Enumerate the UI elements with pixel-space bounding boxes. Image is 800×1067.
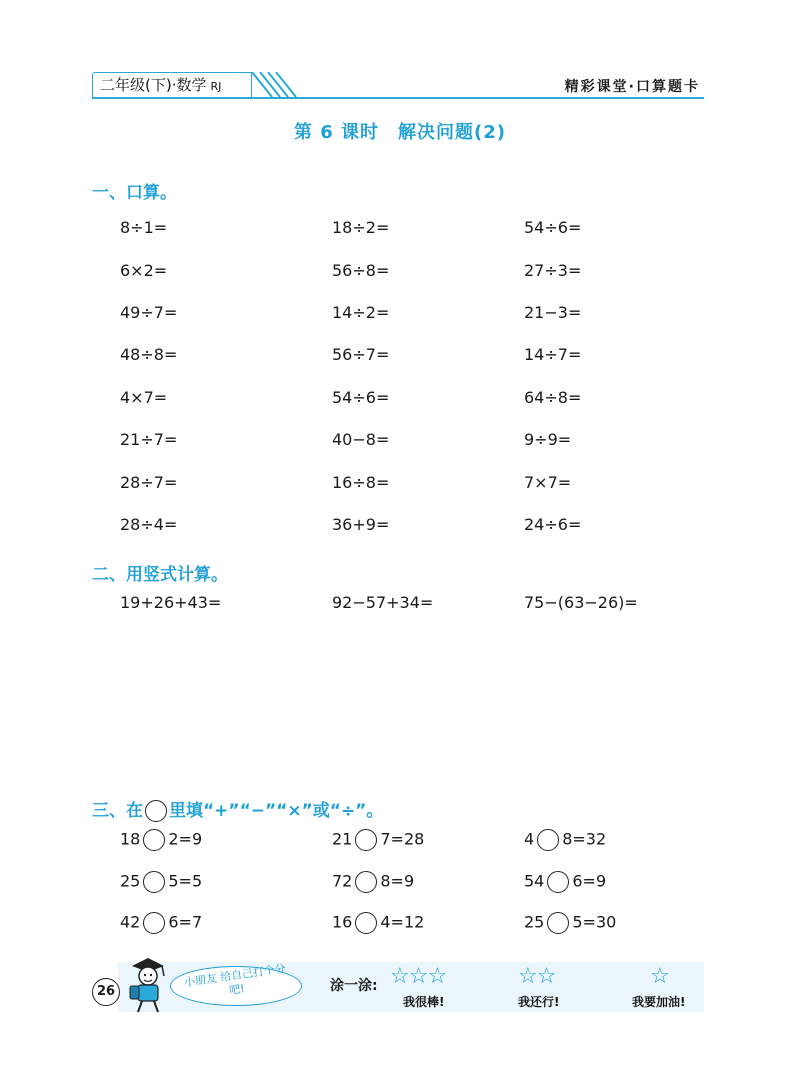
section1-heading: 一、口算。 — [92, 183, 177, 203]
s3-item: 18 2=9 — [120, 829, 202, 851]
s1-item: 56÷7= — [332, 345, 390, 364]
header-stripes-icon — [250, 72, 298, 98]
rating-label: 我要加油! — [632, 995, 686, 1009]
s3-item: 21 7=28 — [332, 829, 424, 851]
s1-item: 54÷6= — [524, 218, 582, 237]
s1-item: 4×7= — [120, 388, 168, 407]
bubble-text: 小朋友 给自己打个分吧! — [183, 962, 287, 997]
s1-item: 8÷1= — [120, 218, 168, 237]
answer-circle[interactable] — [143, 829, 165, 851]
s3-item: 54 6=9 — [524, 871, 606, 893]
blank-circle-icon — [145, 800, 167, 822]
one-star-rating-icon[interactable]: ☆ — [650, 964, 669, 989]
s1-item: 49÷7= — [120, 303, 178, 322]
student-mascot-icon — [124, 952, 172, 1014]
s1-item: 28÷7= — [120, 473, 178, 492]
two-star-rating-icon[interactable]: ☆☆ — [518, 964, 556, 989]
s3-item: 4 8=32 — [524, 829, 606, 851]
lesson-title: 第 6 课时 解决问题(2) — [293, 122, 507, 143]
s3-item: 42 6=7 — [120, 912, 202, 934]
s1-item: 36+9= — [332, 515, 390, 534]
s3-item: 25 5=5 — [120, 871, 202, 893]
answer-circle[interactable] — [355, 829, 377, 851]
header-right-title: 精彩课堂·口算题卡 — [564, 79, 700, 95]
answer-circle[interactable] — [355, 912, 377, 934]
s1-item: 14÷2= — [332, 303, 390, 322]
header-divider — [92, 97, 704, 99]
s1-item: 21−3= — [524, 303, 582, 322]
s1-item: 48÷8= — [120, 345, 178, 364]
s1-item: 7×7= — [524, 473, 572, 492]
answer-circle[interactable] — [143, 871, 165, 893]
section2-heading: 二、用竖式计算。 — [92, 565, 228, 585]
header-left-title: 二年级(下)·数学 RJ — [100, 76, 222, 94]
s1-item: 56÷8= — [332, 261, 390, 280]
s3-item: 16 4=12 — [332, 912, 424, 934]
page-number: 26 — [92, 978, 120, 1006]
answer-circle[interactable] — [355, 871, 377, 893]
s1-item: 28÷4= — [120, 515, 178, 534]
s1-item: 21÷7= — [120, 430, 178, 449]
s1-item: 9÷9= — [524, 430, 572, 449]
s1-item: 54÷6= — [332, 388, 390, 407]
rating-label: 我还行! — [518, 995, 560, 1009]
s1-item: 18÷2= — [332, 218, 390, 237]
three-star-rating-icon[interactable]: ☆☆☆ — [390, 964, 447, 989]
s1-item: 14÷7= — [524, 345, 582, 364]
s1-item: 6×2= — [120, 261, 168, 280]
edition-label: RJ — [210, 80, 222, 93]
section3-heading: 三、在 里填“+”“−”“×”或“÷”。 — [92, 801, 384, 821]
s3-item: 72 8=9 — [332, 871, 414, 893]
s1-item: 40−8= — [332, 430, 390, 449]
answer-circle[interactable] — [547, 871, 569, 893]
s2-item: 19+26+43= — [120, 593, 222, 612]
s2-item: 92−57+34= — [332, 593, 434, 612]
s3-item: 25 5=30 — [524, 912, 616, 934]
answer-circle[interactable] — [537, 829, 559, 851]
answer-circle[interactable] — [143, 912, 165, 934]
rating-label: 我很棒! — [403, 995, 445, 1009]
s1-item: 24÷6= — [524, 515, 582, 534]
answer-circle[interactable] — [547, 912, 569, 934]
s1-item: 64÷8= — [524, 388, 582, 407]
s2-item: 75−(63−26)= — [524, 593, 638, 612]
s1-item: 27÷3= — [524, 261, 582, 280]
s1-item: 16÷8= — [332, 473, 390, 492]
color-in-label: 涂一涂: — [330, 978, 378, 994]
